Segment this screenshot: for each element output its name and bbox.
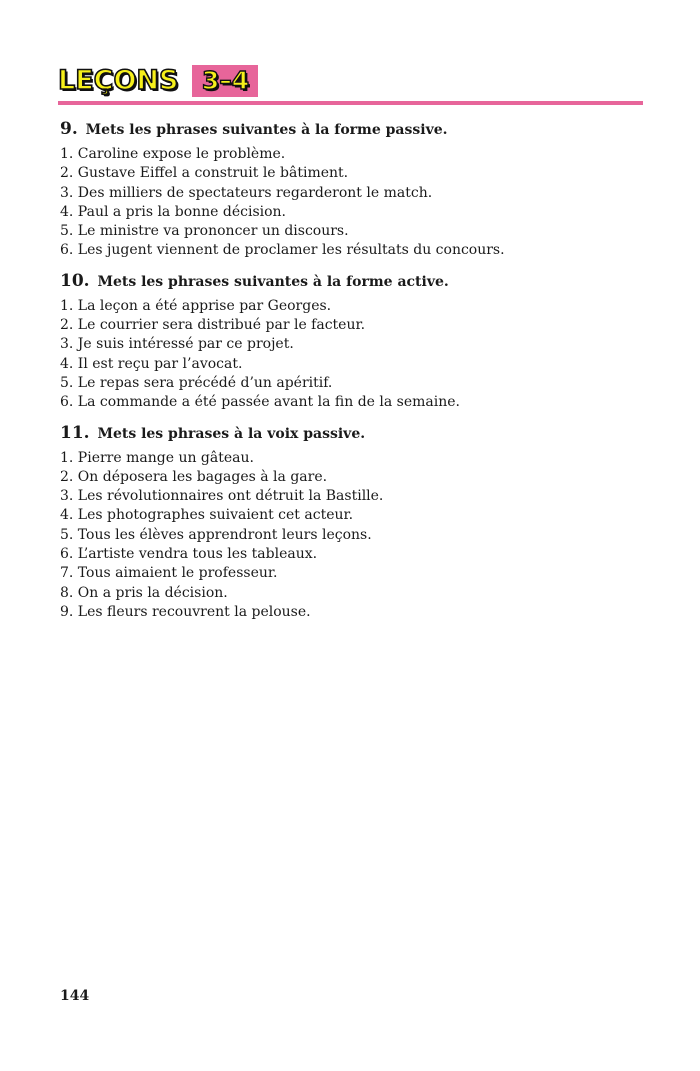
lesson-range-badge bbox=[192, 65, 258, 97]
exercise-item: 3. Je suis intéressé par ce projet. bbox=[60, 336, 294, 353]
page-number: 144 bbox=[60, 988, 90, 1004]
exercise-11 bbox=[60, 423, 640, 623]
exercise-item: 1. Pierre mange un gâteau. bbox=[60, 449, 254, 466]
exercise-title bbox=[60, 271, 640, 292]
exercise-instruction: Mets les phrases suivantes à la forme passive. bbox=[85, 122, 448, 138]
exercise-items bbox=[60, 449, 640, 623]
exercise-item: 1. Caroline expose le problème. bbox=[60, 146, 286, 162]
exercise-items bbox=[60, 297, 640, 413]
exercise-title bbox=[60, 119, 640, 140]
exercise-item: 7. Tous aimaient le professeur. bbox=[60, 565, 278, 582]
exercise-item: 1. La leçon a été apprise par Georges. bbox=[60, 297, 332, 314]
exercise-instruction: Mets les phrases à la voix passive. bbox=[97, 425, 366, 442]
exercise-item: 6. Les jugent viennent de proclamer les résultats du concours. bbox=[60, 242, 505, 259]
exercise-9 bbox=[60, 119, 640, 261]
exercise-item: 3. Des milliers de spectateurs regarderont le match. bbox=[60, 184, 433, 201]
exercise-number: 10. bbox=[60, 270, 90, 291]
lesson-range-label: 3–4 bbox=[201, 66, 250, 95]
lesson-logo-word: LEÇONS bbox=[58, 65, 179, 96]
exercise-item: 4. Les photographes suivaient cet acteur. bbox=[60, 507, 354, 524]
exercise-number: 11. bbox=[60, 422, 90, 443]
exercise-item: 9. Les fleurs recouvrent la pelouse. bbox=[60, 603, 311, 620]
exercise-item: 2. Le courrier sera distribué par le facteur. bbox=[60, 317, 366, 334]
exercise-item: 5. Le ministre va prononcer un discours. bbox=[60, 223, 349, 240]
exercise-item: 2. On déposera les bagages à la gare. bbox=[60, 468, 328, 485]
exercise-item: 3. Les révolutionnaires ont détruit la Bastille. bbox=[60, 488, 384, 505]
exercise-item: 6. L’artiste vendra tous les tableaux. bbox=[60, 546, 318, 563]
exercise-instruction: Mets les phrases suivantes à la forme active. bbox=[97, 273, 449, 290]
exercise-10 bbox=[60, 271, 640, 413]
exercise-item: 8. On a pris la décision. bbox=[60, 584, 228, 601]
exercise-number: 9. bbox=[60, 119, 78, 139]
exercise-content bbox=[60, 119, 640, 632]
exercise-item: 4. Paul a pris la bonne décision. bbox=[60, 203, 287, 220]
exercise-item: 2. Gustave Eiffel a construit le bâtiment. bbox=[60, 165, 349, 182]
exercise-item: 4. Il est reçu par l’avocat. bbox=[60, 355, 243, 372]
header-divider bbox=[58, 101, 643, 105]
exercise-title bbox=[60, 423, 640, 444]
lesson-header bbox=[58, 63, 258, 99]
exercise-item: 5. Tous les élèves apprendront leurs leçons. bbox=[60, 526, 372, 543]
exercise-items bbox=[60, 145, 640, 261]
exercise-item: 5. Le repas sera précédé d’un apéritif. bbox=[60, 374, 333, 391]
exercise-item: 6. La commande a été passée avant la fin de la semaine. bbox=[60, 394, 460, 411]
